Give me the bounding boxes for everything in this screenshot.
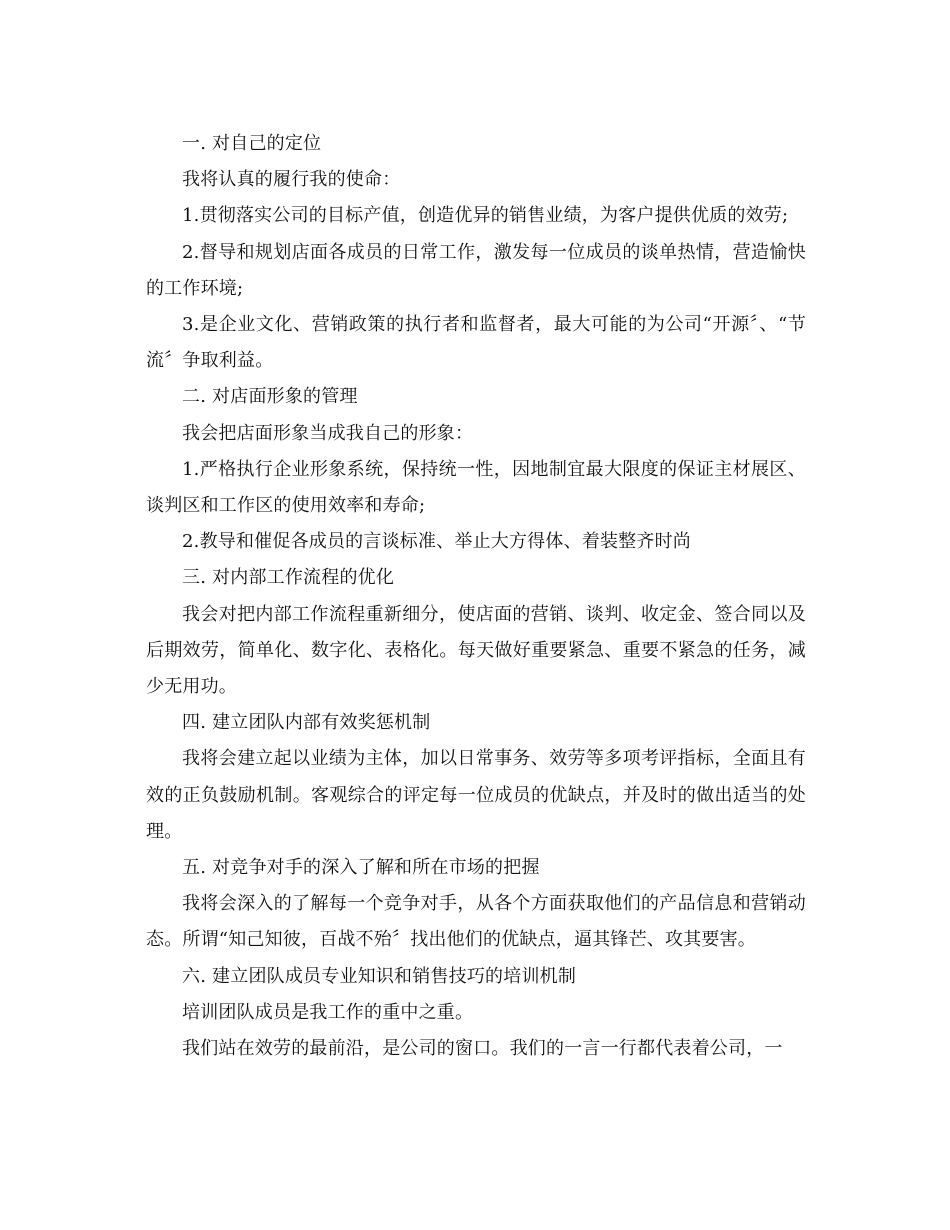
section-heading-2: 二. 对店面形象的管理 xyxy=(182,386,358,408)
list-item-1-3: 3.是企业文化、营销政策的执行者和监督者，最大可能的为公司“开源〞、“节流〞争取利益。 xyxy=(146,314,806,372)
document-body xyxy=(146,126,806,1067)
list-item-1-2: 2.督导和规划店面各成员的日常工作，激发每一位成员的谈单热情，营造愉快的工作环境; xyxy=(146,241,806,299)
section-heading-4: 四. 建立团队内部有效奖惩机制 xyxy=(182,712,431,734)
paragraph-body-5: 我将会深入的了解每一个竞争对手，从各个方面获取他们的产品信息和营销动态。所谓“知己知彼，百战不殆〞找出他们的优缺点，逼其锋芒、攻其要害。 xyxy=(146,893,806,951)
paragraph-body-3: 我会对把内部工作流程重新细分，使店面的营销、谈判、收定金、签合同以及后期效劳，简单化、数字化、表格化。每天做好重要紧急、重要不紧急的任务，减少无用功。 xyxy=(146,603,806,698)
paragraph-intro-2: 我会把店面形象当成我自己的形象： xyxy=(182,422,474,444)
paragraph-body-6: 我们站在效劳的最前沿，是公司的窗口。我们的一言一行都代表着公司，一 xyxy=(182,1038,783,1060)
paragraph-intro-1: 我将认真的履行我的使命： xyxy=(182,169,401,191)
section-heading-1: 一. 对自己的定位 xyxy=(182,133,322,154)
section-heading-5: 五. 对竞争对手的深入了解和所在市场的把握 xyxy=(182,857,540,879)
list-item-1-1: 1.贯彻落实公司的目标产值，创造优异的销售业绩，为客户提供优质的效劳; xyxy=(182,205,789,227)
list-item-2-2: 2.教导和催促各成员的言谈标准、举止大方得体、着装整齐时尚 xyxy=(182,531,691,553)
paragraph-intro-6: 培训团队成员是我工作的重中之重。 xyxy=(182,1001,474,1023)
section-heading-3: 三. 对内部工作流程的优化 xyxy=(182,567,395,589)
list-item-2-1: 1.严格执行企业形象系统，保持统一性，因地制宜最大限度的保证主材展区、谈判区和工作区的使用效率和寿命; xyxy=(146,458,806,517)
paragraph-body-4: 我将会建立起以业绩为主体，加以日常事务、效劳等多项考评指标，全面且有效的正负鼓励机制。客观综合的评定每一位成员的优缺点，并及时的做出适当的处理。 xyxy=(146,748,806,842)
section-heading-6: 六. 建立团队成员专业知识和销售技巧的培训机制 xyxy=(182,965,577,987)
